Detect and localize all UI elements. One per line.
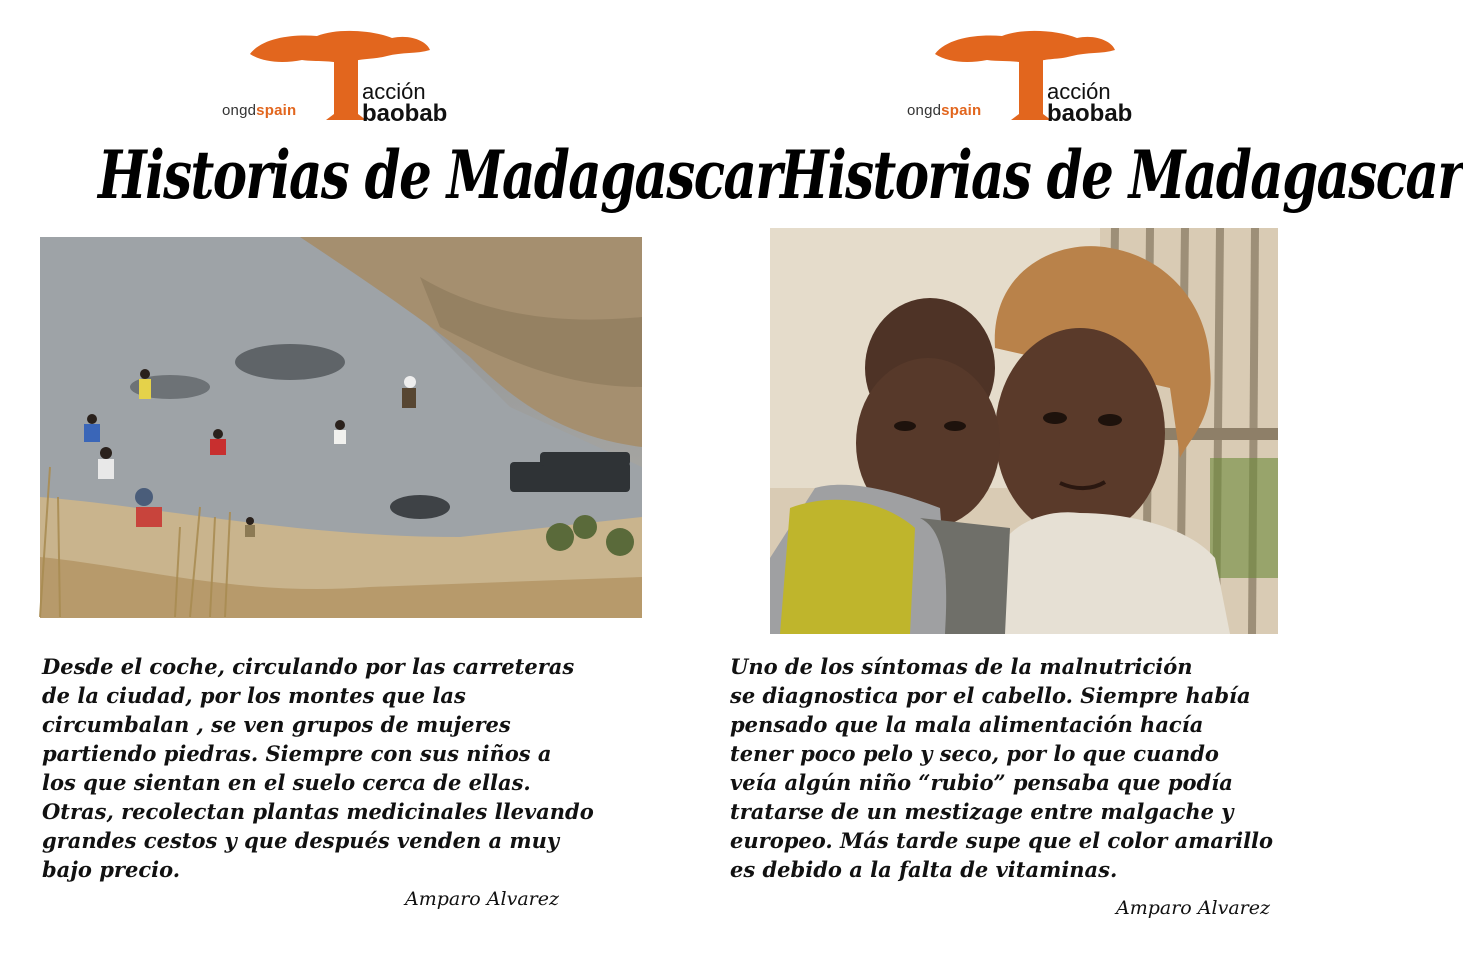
accion-baobab-logo (222, 24, 462, 127)
story-text: Desde el coche, circulando por las carreteras de la ciudad, por los montes que las circumbalan , se ven grupos de mujeres partiendo piedras. Siempre con sus niños a los que sientan en el suelo cerca de ellas. Otras, recolectan plantas medicinales llevando grandes cestos y que después venden a muy bajo precio. (42, 654, 594, 882)
logo-baobab-text: baobab (362, 100, 448, 127)
logo-ongd-text: ongdspain (222, 102, 297, 119)
logo-accion-text: acción (1047, 79, 1111, 104)
children-portrait-photo (770, 228, 1278, 634)
quarry-women-photo (40, 237, 642, 618)
page-title: Historias de Madagascar (98, 136, 781, 214)
story-text: Uno de los síntomas de la malnutrición se diagnostica por el cabello. Siempre había pensado que la mala alimentación hacía tener poco pelo y seco, por lo que cuando veía algún niño “rubio” pensaba que podía tratarse de un mestizage entre malgache y europeo. Más tarde supe que el color amarillo es debido a la falta de vitaminas. (730, 654, 1274, 882)
story-card-right (683, 0, 1463, 965)
logo-accion-text: acción (362, 79, 426, 104)
author-name: Amparo Alvarez (405, 888, 559, 910)
logo-ongd-text: ongdspain (907, 102, 982, 119)
logo-baobab-text: baobab (1047, 100, 1133, 127)
accion-baobab-logo (907, 24, 1147, 127)
page-title: Historias de Madagascar (780, 136, 1463, 214)
author-name: Amparo Alvarez (1116, 897, 1270, 919)
